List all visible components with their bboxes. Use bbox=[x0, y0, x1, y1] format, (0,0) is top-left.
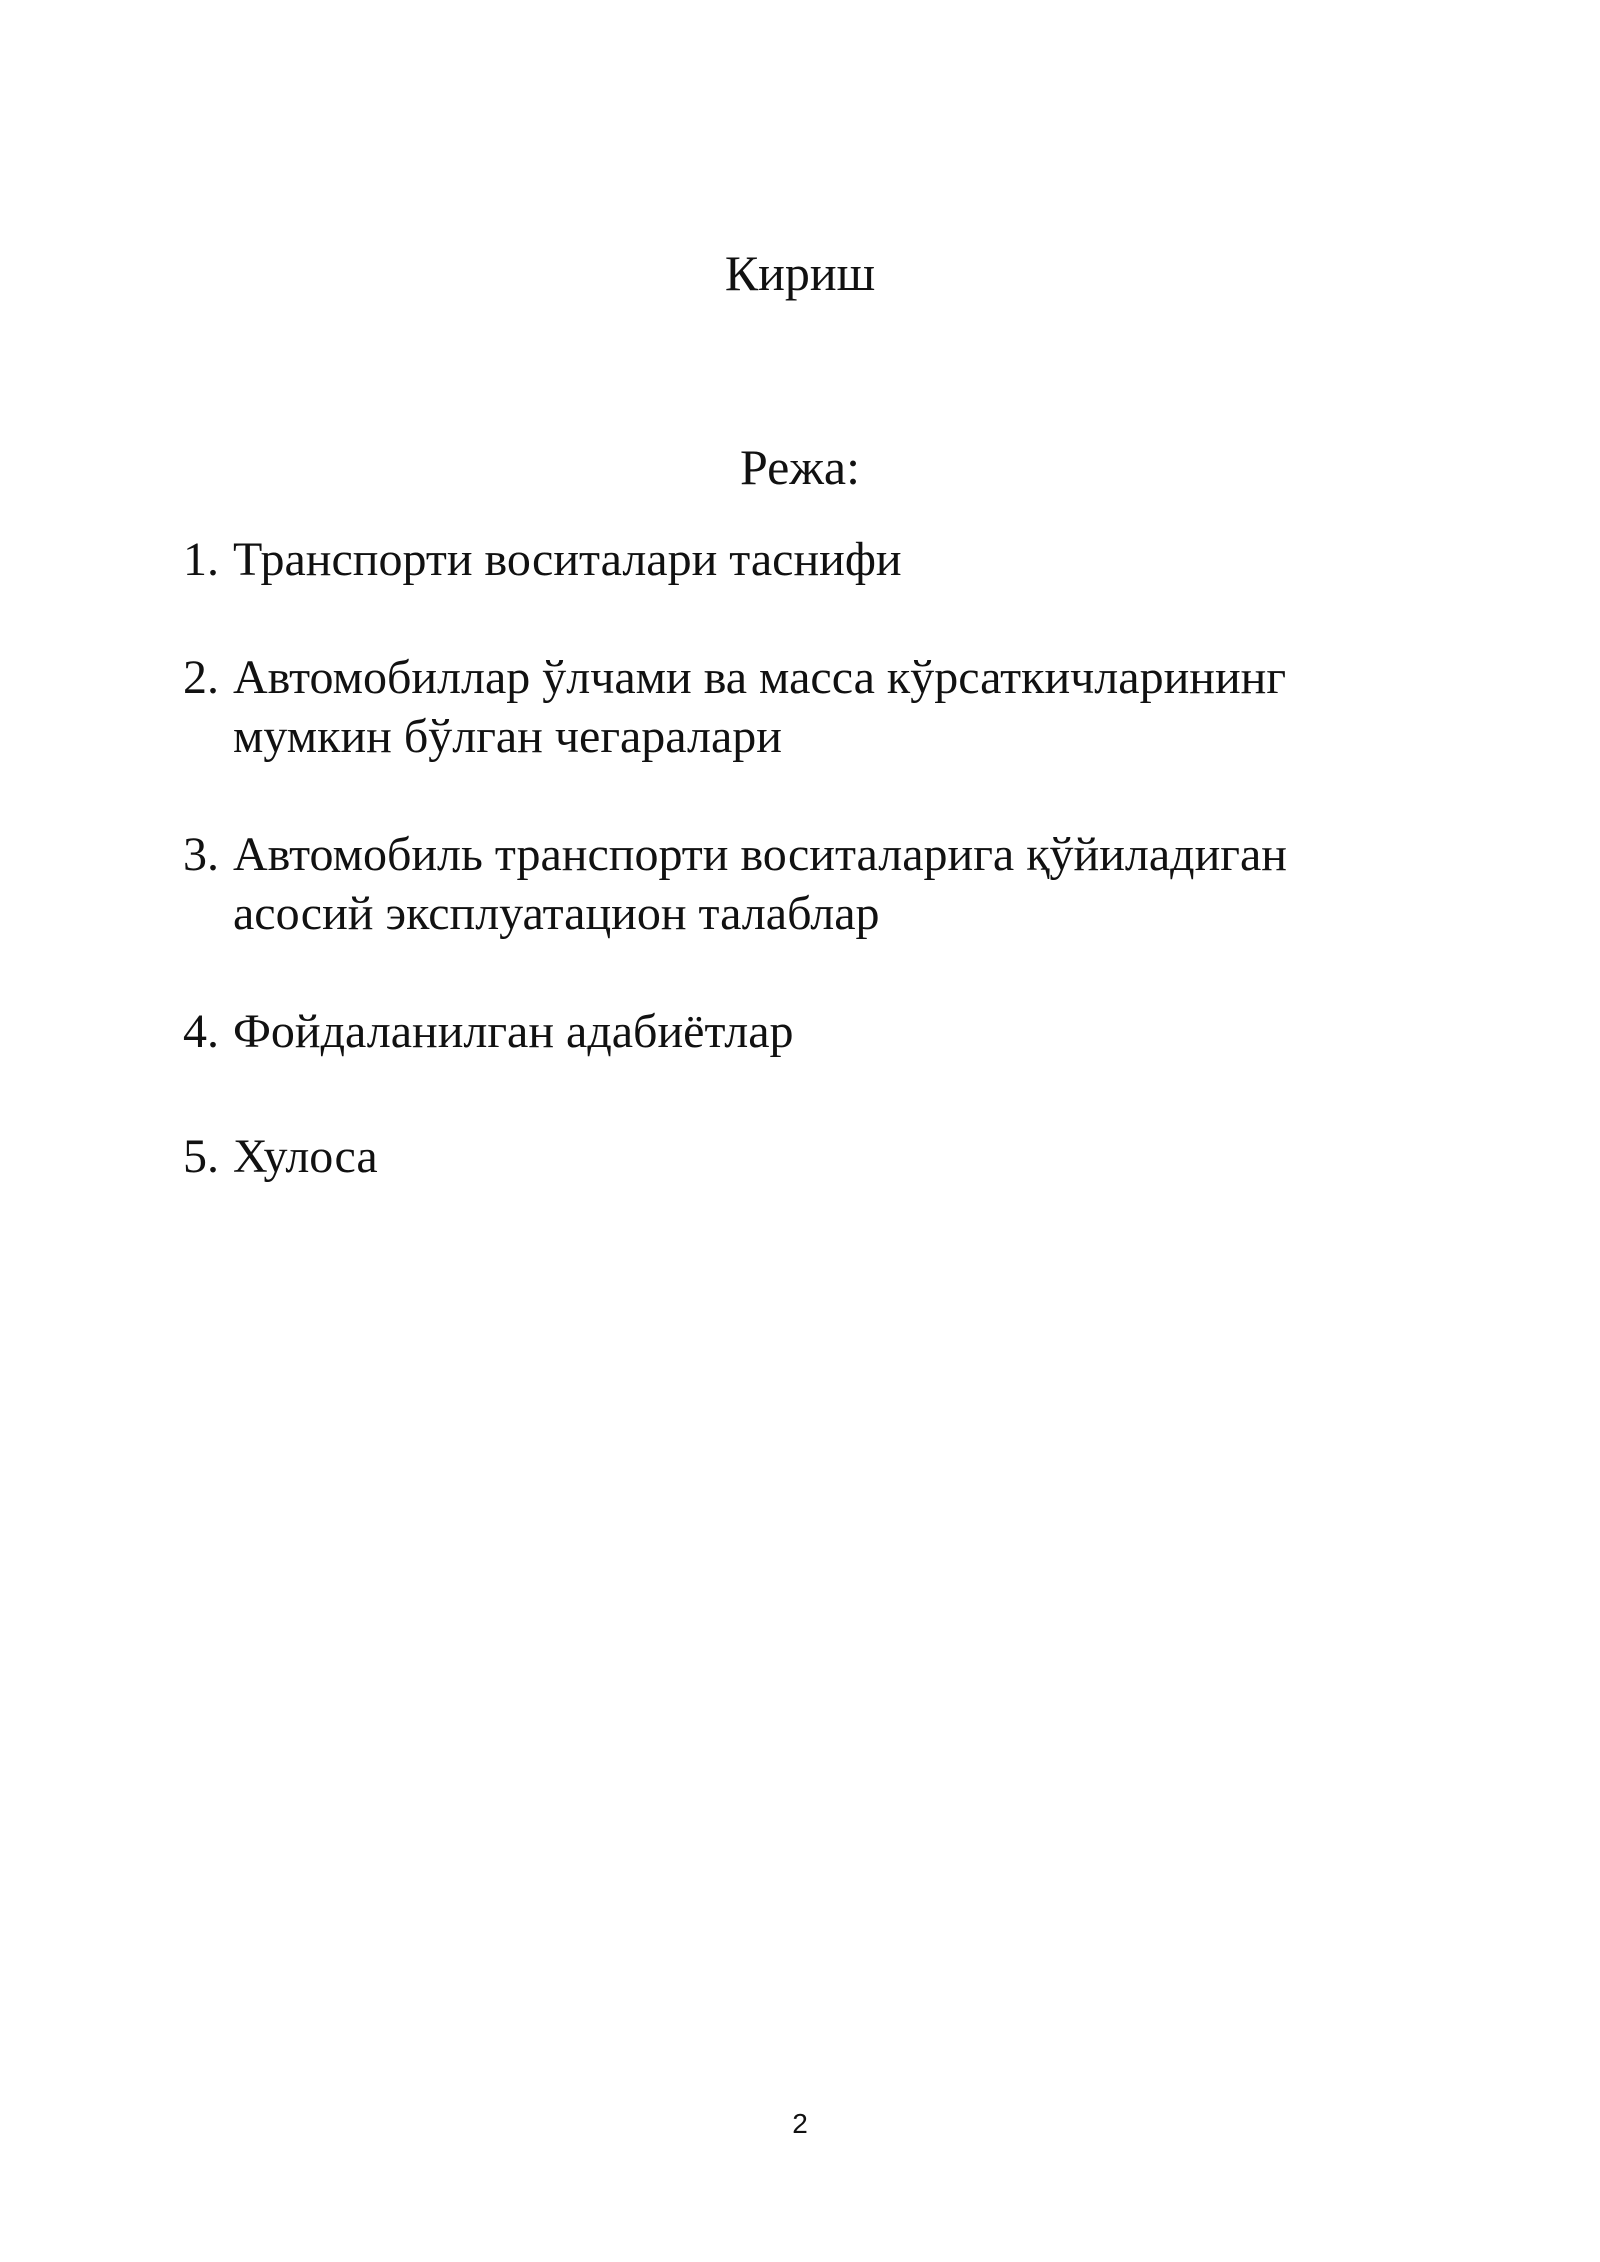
page-number: 2 bbox=[792, 2108, 808, 2139]
page-title: Кириш bbox=[724, 245, 876, 301]
plan-item-number: 3. bbox=[183, 828, 219, 881]
plan-item-number: 1. bbox=[183, 533, 219, 586]
plan-item-number: 2. bbox=[183, 651, 219, 704]
plan-item-number: 5. bbox=[183, 1130, 219, 1183]
plan-item-text: Хулоса bbox=[233, 1130, 378, 1183]
plan-item bbox=[183, 825, 1423, 943]
plan-item bbox=[183, 648, 1423, 766]
plan-item bbox=[183, 1002, 1423, 1061]
plan-item-text: Автомобиль транспорти воситаларига қўйиладиган асосий эксплуатацион талаблар bbox=[233, 828, 1287, 940]
plan-item bbox=[183, 530, 1423, 589]
plan-item-text: Фойдаланилган адабиётлар bbox=[233, 1005, 794, 1058]
plan-item-text: Транспорти воситалари таснифи bbox=[233, 533, 902, 586]
plan-item-number: 4. bbox=[183, 1005, 219, 1058]
plan-heading: Режа: bbox=[740, 439, 860, 495]
plan-item bbox=[183, 1127, 1423, 1186]
plan-item-text: Автомобиллар ўлчами ва масса кўрсаткичларининг мумкин бўлган чегаралари bbox=[233, 651, 1286, 763]
